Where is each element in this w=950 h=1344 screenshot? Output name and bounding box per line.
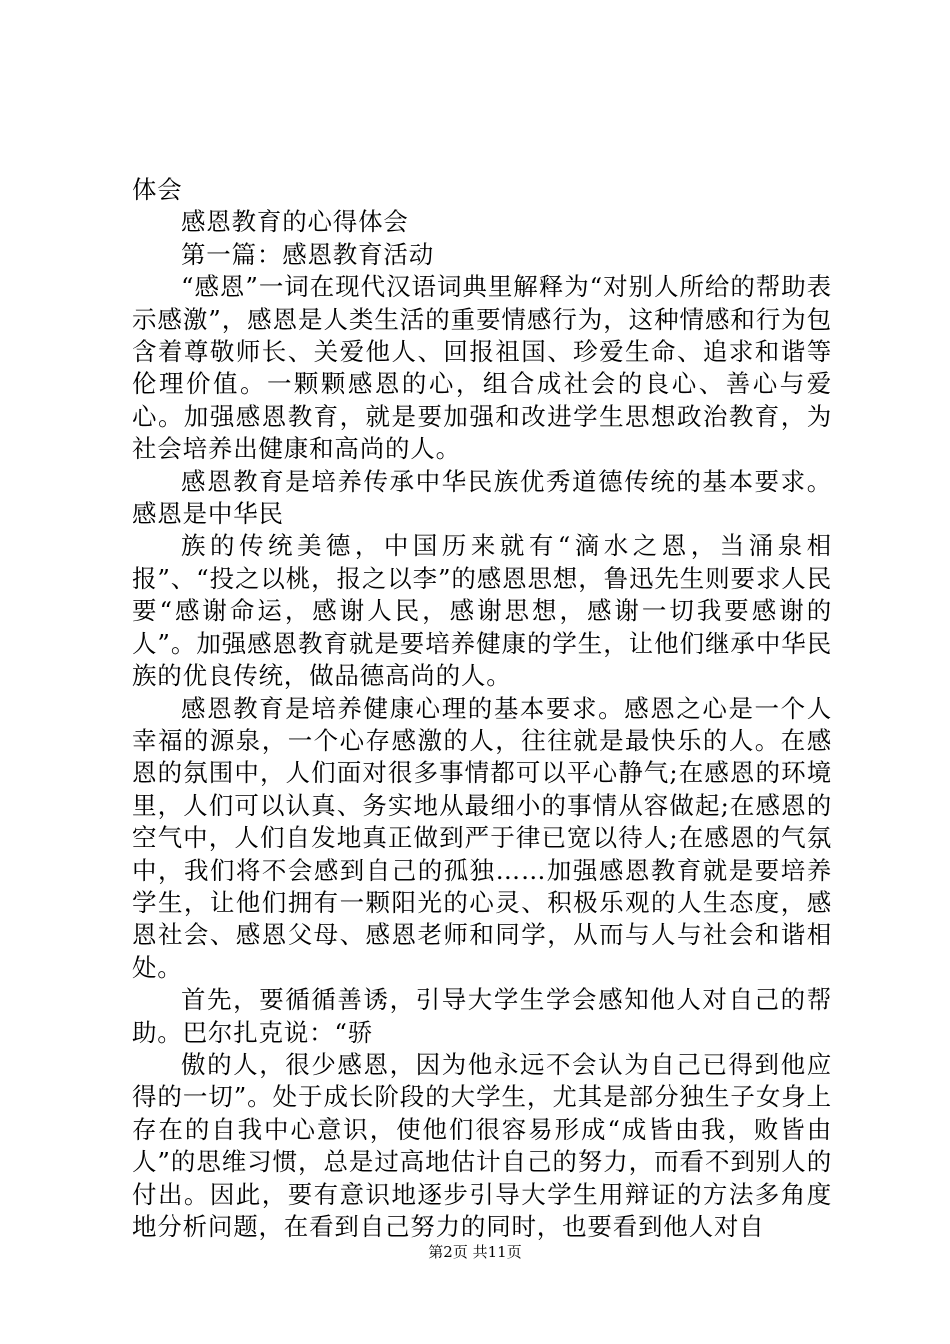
text-line-continuation: 体会 — [132, 175, 183, 204]
paragraph: 族的传统美德，中国历来就有“滴水之恩，当涌泉相报”、“投之以桃，报之以李”的感恩思想，鲁迅先生则要求人民要“感谢命运，感谢人民，感谢思想，感谢一切我要感谢的人”。加强感恩教育就是要培养健康的学生，让他们继承中华民族的优良传统，做品德高尚的人。 — [132, 531, 832, 691]
paragraph: 首先，要循循善诱，引导大学生学会感知他人对自己的帮助。巴尔扎克说：“骄 — [132, 985, 832, 1047]
section-heading: 第一篇：感恩教育活动 — [181, 239, 434, 269]
paragraph: 感恩教育是培养健康心理的基本要求。感恩之心是一个人幸福的源泉，一个心存感激的人，往往就是最快乐的人。在感恩的氛围中，人们面对很多事情都可以平心静气;在感恩的环境里，人们可以认真、务实地从最细小的事情从容做起;在感恩的空气中，人们自发地真正做到严于律已宽以待人;在感恩的气氛中，我们将不会感到自己的孤独……加强感恩教育就是要培养学生，让他们拥有一颗阳光的心灵、积极乐观的人生态度，感恩社会、感恩父母、感恩老师和同学，从而与人与社会和谐相处。 — [132, 693, 832, 982]
paragraph: 傲的人，很少感恩，因为他永远不会认为自己已得到他应得的一切”。处于成长阶段的大学生，尤其是部分独生子女身上存在的自我中心意识，使他们很容易形成“成皆由我，败皆由人”的思维习惯，总是过高地估计自己的努力，而看不到别人的付出。因此，要有意识地逐步引导大学生用辩证的方法多角度地分析问题，在看到自己努力的同时，也要看到他人对自 — [132, 1049, 832, 1241]
paragraph: 感恩教育是培养传承中华民族优秀道德传统的基本要求。感恩是中华民 — [132, 466, 832, 529]
document-body — [132, 174, 832, 1243]
page-footer — [0, 1242, 950, 1262]
page-number-label: 第2页 共11页 — [428, 1243, 522, 1261]
document-title: 感恩教育的心得体会 — [181, 207, 409, 237]
paragraph: “感恩”一词在现代汉语词典里解释为“对别人所给的帮助表示感激”，感恩是人类生活的重要情感行为，这种情感和行为包含着尊敬师长、关爱他人、回报祖国、珍爱生命、追求和谐等伦理价值。一颗颗感恩的心，组合成社会的良心、善心与爱心。加强感恩教育，就是要加强和改进学生思想政治教育，为社会培养出健康和高尚的人。 — [132, 272, 832, 464]
